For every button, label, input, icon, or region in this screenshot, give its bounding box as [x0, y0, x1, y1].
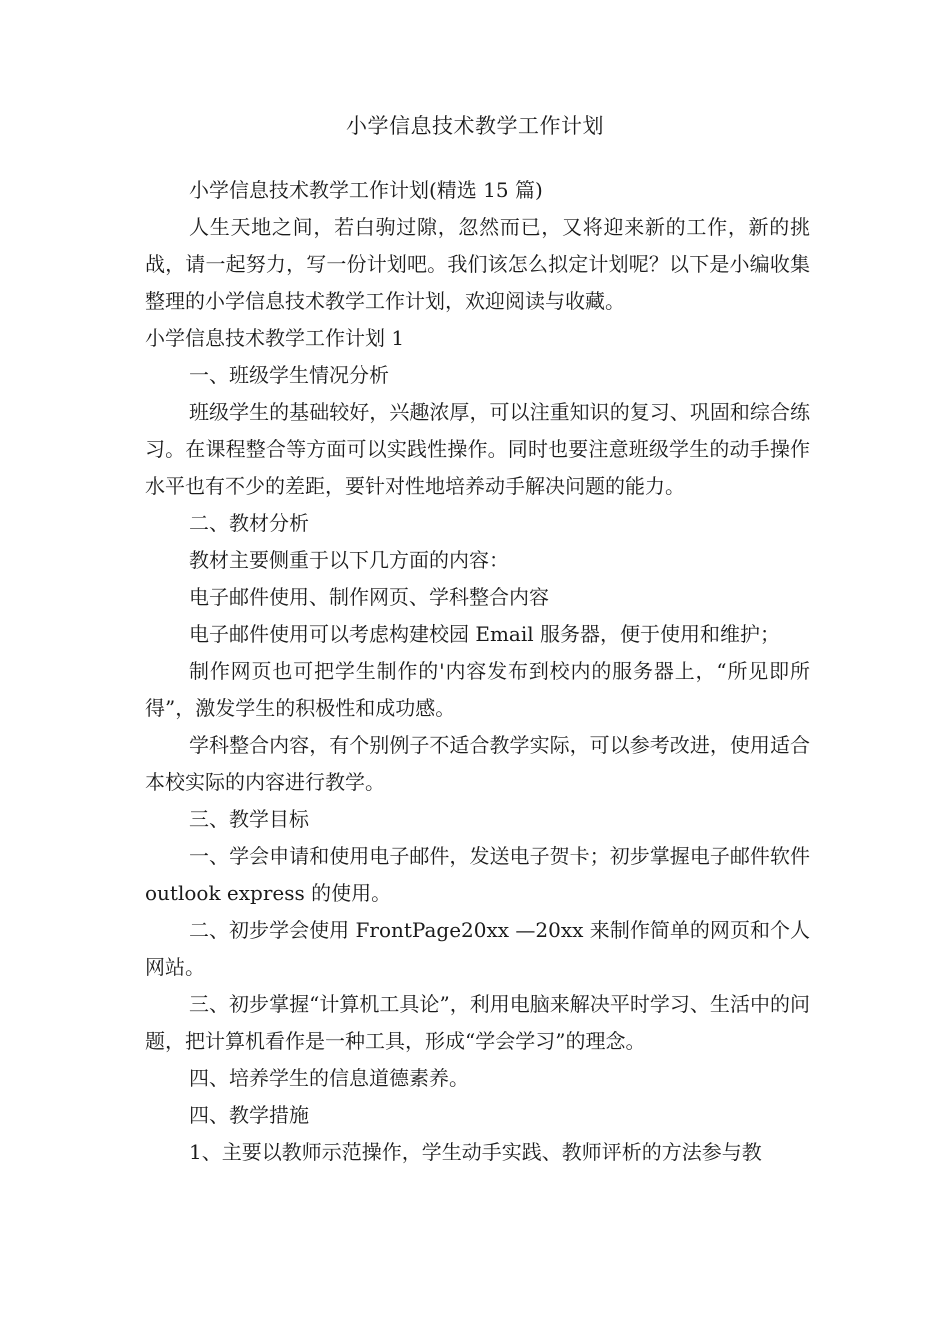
paragraph: 电子邮件使用、制作网页、学科整合内容 — [189, 585, 549, 609]
paragraph: 一、学会申请和使用电子邮件，发送电子贺卡；初步掌握电子邮件软件 outlook express 的使用。 — [145, 844, 810, 905]
paragraph: 学科整合内容，有个别例子不适合教学实际，可以参考改进，使用适合本校实际的内容进行教学。 — [145, 733, 810, 794]
paragraph: 二、初步学会使用 FrontPage20xx —20xx 来制作简单的网页和个人网站。 — [145, 918, 810, 979]
paragraph: 三、初步掌握“计算机工具论”，利用电脑来解决平时学习、生活中的问题，把计算机看作是一种工具，形成“学会学习”的理念。 — [145, 992, 810, 1053]
paragraph: 四、培养学生的信息道德素养。 — [189, 1066, 469, 1090]
paragraph: 教材主要侧重于以下几方面的内容： — [189, 548, 509, 572]
paragraph: 班级学生的基础较好，兴趣浓厚，可以注重知识的复习、巩固和综合练习。在课程整合等方面可以实践性操作。同时也要注意班级学生的动手操作水平也有不少的差距，要针对性地培养动手解决问题的能力。 — [145, 400, 810, 498]
paragraph: 小学信息技术教学工作计划 1 — [145, 326, 405, 350]
paragraph: 二、教材分析 — [189, 511, 309, 535]
paragraph: 制作网页也可把学生制作的'内容发布到校内的服务器上，“所见即所得”，激发学生的积极性和成功感。 — [145, 659, 810, 720]
paragraph: 三、教学目标 — [189, 807, 309, 831]
paragraph: 一、班级学生情况分析 — [189, 363, 389, 387]
paragraph: 电子邮件使用可以考虑构建校园 Email 服务器，便于使用和维护； — [189, 622, 780, 646]
document-body — [145, 172, 810, 1171]
paragraph: 小学信息技术教学工作计划(精选 15 篇) — [189, 178, 543, 202]
paragraph: 四、教学措施 — [189, 1103, 309, 1127]
page-title: 小学信息技术教学工作计划 — [346, 114, 604, 138]
paragraph: 人生天地之间，若白驹过隙，忽然而已，又将迎来新的工作，新的挑战，请一起努力，写一份计划吧。我们该怎么拟定计划呢？以下是小编收集整理的小学信息技术教学工作计划，欢迎阅读与收藏。 — [145, 215, 810, 313]
paragraph: 1、主要以教师示范操作，学生动手实践、教师评析的方法参与教 — [189, 1140, 762, 1164]
